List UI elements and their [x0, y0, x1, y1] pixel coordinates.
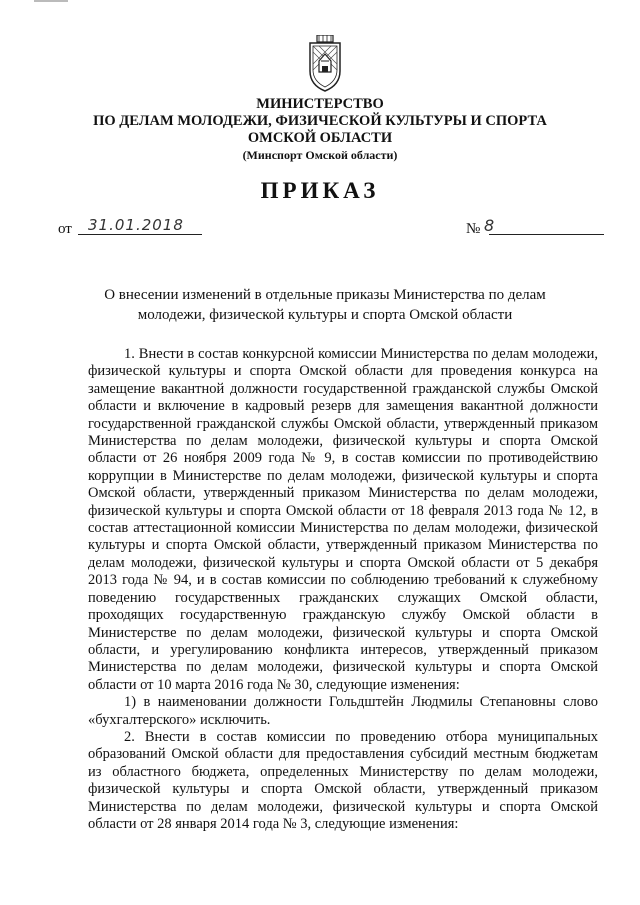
- body-paragraph: 1. Внести в состав конкурсной комиссии Министерства по делам молодежи, физической культуры и спорта Омской области для проведения конкурса на замещение вакантной должности государственной гражданской службы Омской области и включение в кадровый резерв для замещения вакантной должности государственной гражданской службы Омской области, утвержденный приказом Министерства по делам молодежи, физической культуры и спорта Омской области от 26 ноября 2009 года № 9, в состав комиссии по противодействию коррупции в Министерстве по делам молодежи, физической культуры и спорта Омской области, утвержденный приказом Министерства по делам молодежи, физической культуры и спорта Омской области от 18 февраля 2013 года № 12, в состав аттестационной комиссии Министерства по делам молодежи, физической культуры и спорта Омской области, утвержденный приказом Министерства по делам молодежи, физической культуры и спорта Омской области от 5 декабря 2013 года № 94, и в состав комиссии по соблюдению требований к служебному поведению государственных гражданских служащих Омской области, проходящих государственную гражданскую службу Омской области в Министерстве по делам молодежи, физической культуры и спорта Омской области, и урегулированию конфликта интересов, утвержденный приказом Министерства по делам молодежи, физической культуры и спорта Омской области от 10 марта 2016 года № 30, следующие изменения:: [88, 346, 598, 693]
- handwritten-date: 31.01.2018: [88, 216, 184, 234]
- ministry-title-line: ОМСКОЙ ОБЛАСТИ: [247, 130, 393, 146]
- order-subject: О внесении изменений в отдельные приказы Министерства по делам молодежи, физической культуры и спорта Омской области: [104, 287, 546, 323]
- body-paragraph: 2. Внести в состав комиссии по проведению отбора муниципальных образований Омской области для предоставления субсидий местным бюджетам из областного бюджета, определенных Министерству по делам молодежи, физической культуры и спорта Омской области, утвержденный приказом Министерства по делам молодежи, физической культуры и спорта Омской области от 28 января 2014 года № 3, следующие изменения:: [88, 728, 598, 832]
- document-title: ПРИКАЗ: [260, 178, 380, 203]
- omsk-coat-of-arms-icon: [305, 35, 345, 93]
- body-paragraph: 1) в наименовании должности Гольдштейн Людмилы Степановны слово «бухгалтерского» исключить.: [88, 694, 598, 728]
- handwritten-number: 8: [484, 216, 495, 235]
- ministry-short-name: (Минспорт Омской области): [242, 148, 398, 162]
- number-label: №: [466, 221, 481, 237]
- ministry-title-line: ПО ДЕЛАМ МОЛОДЕЖИ, ФИЗИЧЕСКОЙ КУЛЬТУРЫ И СПОРТА: [93, 113, 547, 129]
- date-underline: [78, 234, 202, 235]
- ministry-title-line: МИНИСТЕРСТВО: [256, 96, 384, 112]
- scan-edge-mark: [34, 0, 68, 2]
- order-body: [88, 346, 598, 833]
- date-label: от: [58, 221, 72, 237]
- number-underline: [489, 234, 604, 235]
